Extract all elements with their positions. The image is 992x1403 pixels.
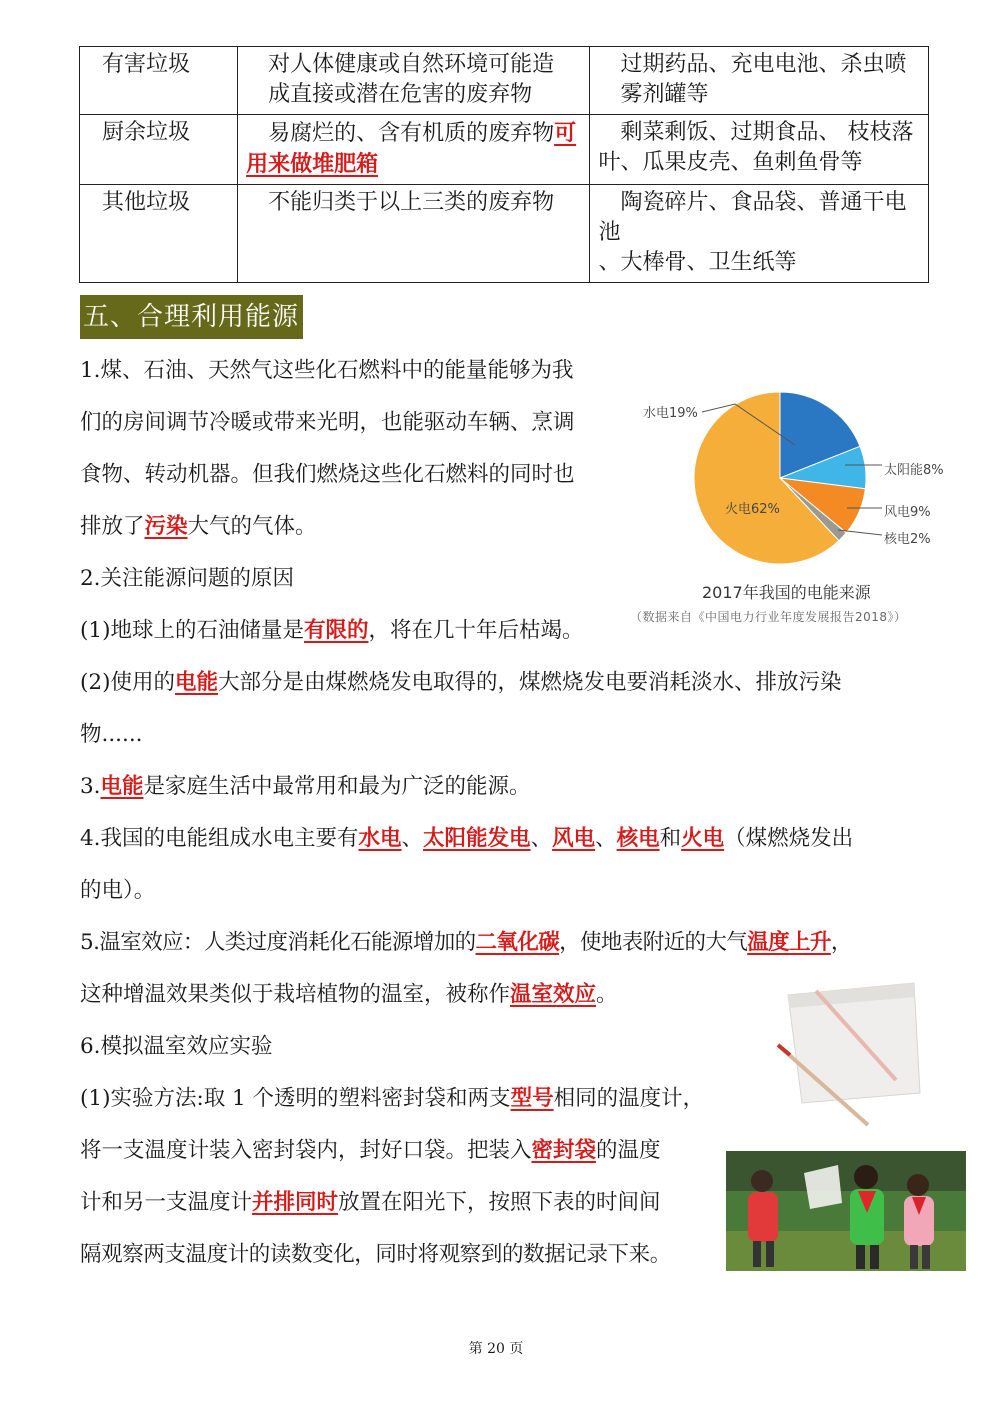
pie-label-wind: 风电9%: [884, 505, 931, 520]
answer-text: 并排同时: [252, 1190, 339, 1215]
paragraph-line: 4.我国的电能组成水电主要有水电、太阳能发电、风电、核电和火电（煤燃烧发出: [80, 826, 854, 851]
students-experiment-photo: [726, 1151, 966, 1271]
table-row: [80, 47, 929, 115]
item-title: 6.模拟温室效应实验: [80, 1034, 273, 1059]
answer-text: 风电: [552, 826, 596, 851]
category-cell: 有害垃圾: [80, 47, 238, 115]
category-cell: 其他垃圾: [80, 185, 238, 283]
table-row: [80, 115, 929, 185]
answer-text: 污染: [144, 514, 188, 539]
paragraph-line: 计和另一支温度计并排同时放置在阳光下，按照下表的时间间: [80, 1190, 661, 1215]
examples-cell: 过期药品、充电电池、杀虫喷 雾剂罐等: [590, 47, 929, 115]
answer-text: 水电: [358, 826, 402, 851]
paragraph-line: 排放了污染大气的气体。: [80, 514, 317, 539]
answer-text: 可: [554, 120, 577, 146]
paragraph-line: 食物、转动机器。但我们燃烧这些化石燃料的同时也: [80, 462, 575, 487]
answer-text: 火电: [681, 826, 725, 851]
answer-text: 用来做堆肥箱: [246, 151, 379, 177]
paragraph-line: (1)地球上的石油储量是有限的，将在几十年后枯竭。: [80, 618, 584, 643]
definition-cell: 易腐烂的、含有机质的废弃物可 用来做堆肥箱: [238, 115, 590, 185]
paragraph-line: 这种增温效果类似于栽培植物的温室，被称作温室效应。: [80, 982, 618, 1007]
paragraph-line: 将一支温度计装入密封袋内，封好口袋。把装入密封袋的温度: [80, 1138, 661, 1163]
answer-text: 二氧化碳: [475, 930, 560, 955]
answer-text: 型号: [510, 1086, 554, 1111]
paragraph-line: 们的房间调节冷暖或带来光明，也能驱动车辆、烹调: [80, 410, 575, 435]
pie-label-solar: 太阳能8%: [884, 463, 944, 478]
paragraph-line: 隔观察两支温度计的读数变化，同时将观察到的数据记录下来。: [80, 1242, 671, 1267]
section-heading: 五、合理利用能源: [80, 295, 303, 339]
answer-text: 太阳能发电: [423, 826, 531, 851]
definition-cell: 对人体健康或自然环境可能造 成直接或潜在危害的废弃物: [238, 47, 590, 115]
chart-title: 2017年我国的电能来源: [702, 583, 871, 602]
answer-text: 温室效应: [510, 982, 597, 1007]
paragraph-line: 物......: [80, 722, 143, 747]
chart-source-note: （数据来自《中国电力行业年度发展报告2018》）: [630, 610, 907, 624]
page-number: 第 20 页: [468, 1341, 524, 1357]
table-row: [80, 185, 929, 283]
paragraph-line: 的电）。: [80, 878, 156, 903]
paragraph-line: 1.煤、石油、天然气这些化石燃料中的能量能够为我: [80, 358, 574, 383]
examples-cell: 陶瓷碎片、食品袋、普通干电池 、大棒骨、卫生纸等: [590, 185, 929, 283]
waste-classification-table: [79, 46, 929, 283]
item-title: 2.关注能源问题的原因: [80, 566, 295, 591]
answer-text: 温度上升: [747, 930, 831, 955]
paragraph-line: (2)使用的电能大部分是由煤燃烧发电取得的，煤燃烧发电要消耗淡水、排放污染: [80, 670, 842, 695]
examples-cell: 剩菜剩饭、过期食品、 枝枝落 叶、瓜果皮壳、鱼刺鱼骨等: [590, 115, 929, 185]
pie-label-thermal: 火电62%: [725, 502, 780, 517]
definition-cell: 不能归类于以上三类的废弃物: [238, 185, 590, 283]
answer-text: 密封袋: [531, 1138, 597, 1163]
paragraph-line: (1)实验方法:取 1 个透明的塑料密封袋和两支型号相同的温度计，: [80, 1086, 705, 1111]
paragraph-line: 3.电能是家庭生活中最常用和最为广泛的能源。: [80, 774, 531, 799]
sealed-bag-thermometer-image: [776, 975, 926, 1135]
paragraph-line: 5.温室效应：人类过度消耗化石能源增加的二氧化碳，使地表附近的大气温度上升，: [80, 930, 852, 955]
answer-text: 有限的: [303, 618, 369, 643]
pie-label-hydro: 水电19%: [643, 406, 698, 421]
pie-leader-lines: [640, 390, 890, 550]
answer-text: 电能: [174, 670, 218, 695]
answer-text: 电能: [100, 774, 144, 799]
category-cell: 厨余垃圾: [80, 115, 238, 185]
answer-text: 核电: [616, 826, 660, 851]
pie-label-nuclear: 核电2%: [884, 532, 931, 547]
